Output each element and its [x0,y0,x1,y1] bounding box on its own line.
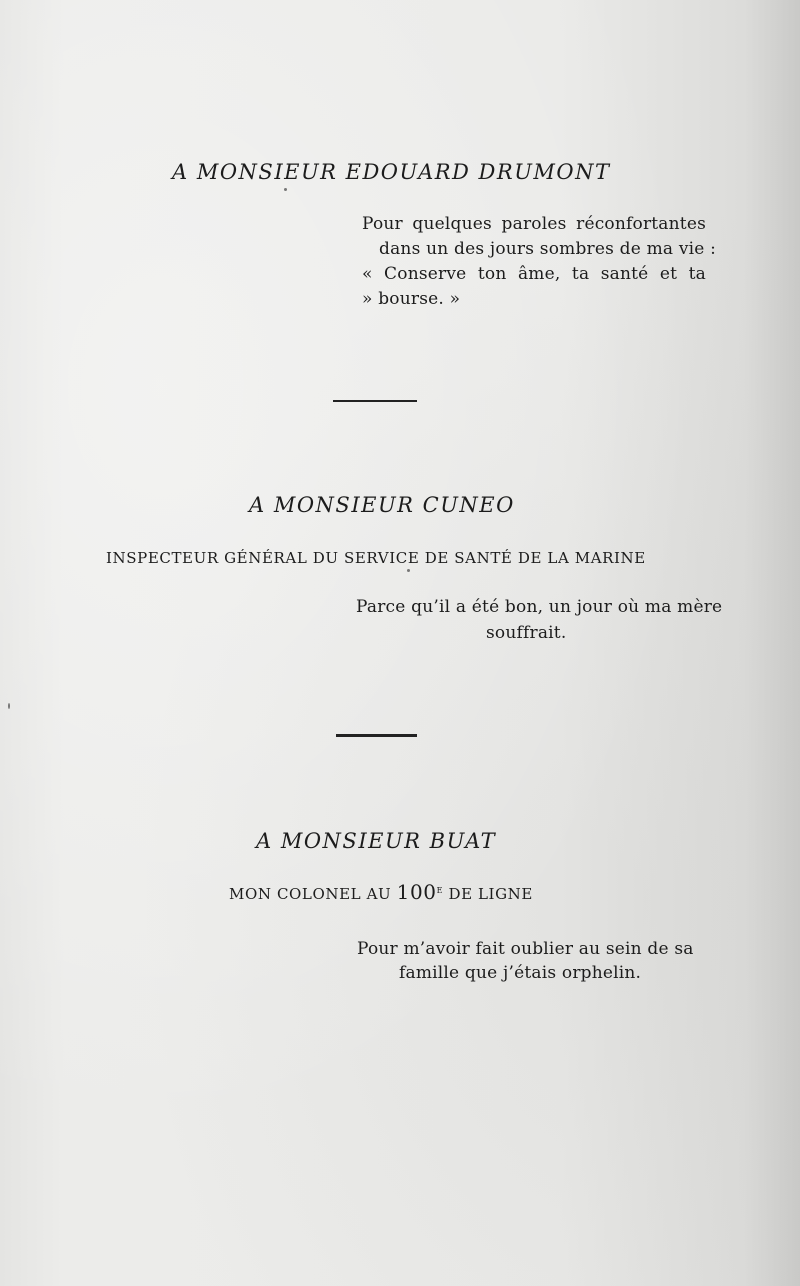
regiment-number: 100 [396,880,437,904]
dedication-line: Pour m’avoir fait oublier au sein de sa [357,939,694,959]
dedication-heading-cuneo: A MONSIEUR CUNEO [249,493,515,517]
paper-speck [284,188,287,191]
dedication-subheading-cuneo: INSPECTEUR GÉNÉRAL DU SERVICE DE SANTÉ DE LA MARINE [106,549,646,567]
dedication-heading-buat: A MONSIEUR BUAT [256,829,497,853]
dedication-heading-drumont: A MONSIEUR EDOUARD DRUMONT [172,160,611,184]
dedication-line: Pour quelques paroles réconfortantes [362,214,706,234]
separator-rule [336,734,417,737]
dedication-line: « Conserve ton âme, ta santé et ta [362,264,706,284]
paper-speck [407,569,410,572]
dedication-line: souffrait. [486,623,567,643]
ordinal-suffix: e [436,883,444,896]
dedication-subheading-buat [229,880,533,904]
paper-speck [8,703,10,709]
dedication-line: » bourse. » [362,289,461,309]
dedication-line: famille que j’étais orphelin. [399,963,642,983]
subheading-text: MON COLONEL AU [229,885,392,903]
dedication-line: dans un des jours sombres de ma vie : [379,239,717,259]
subheading-text: DE LIGNE [448,885,533,903]
separator-rule [333,400,417,402]
dedication-line: Parce qu’il a été bon, un jour où ma mère [356,597,723,617]
